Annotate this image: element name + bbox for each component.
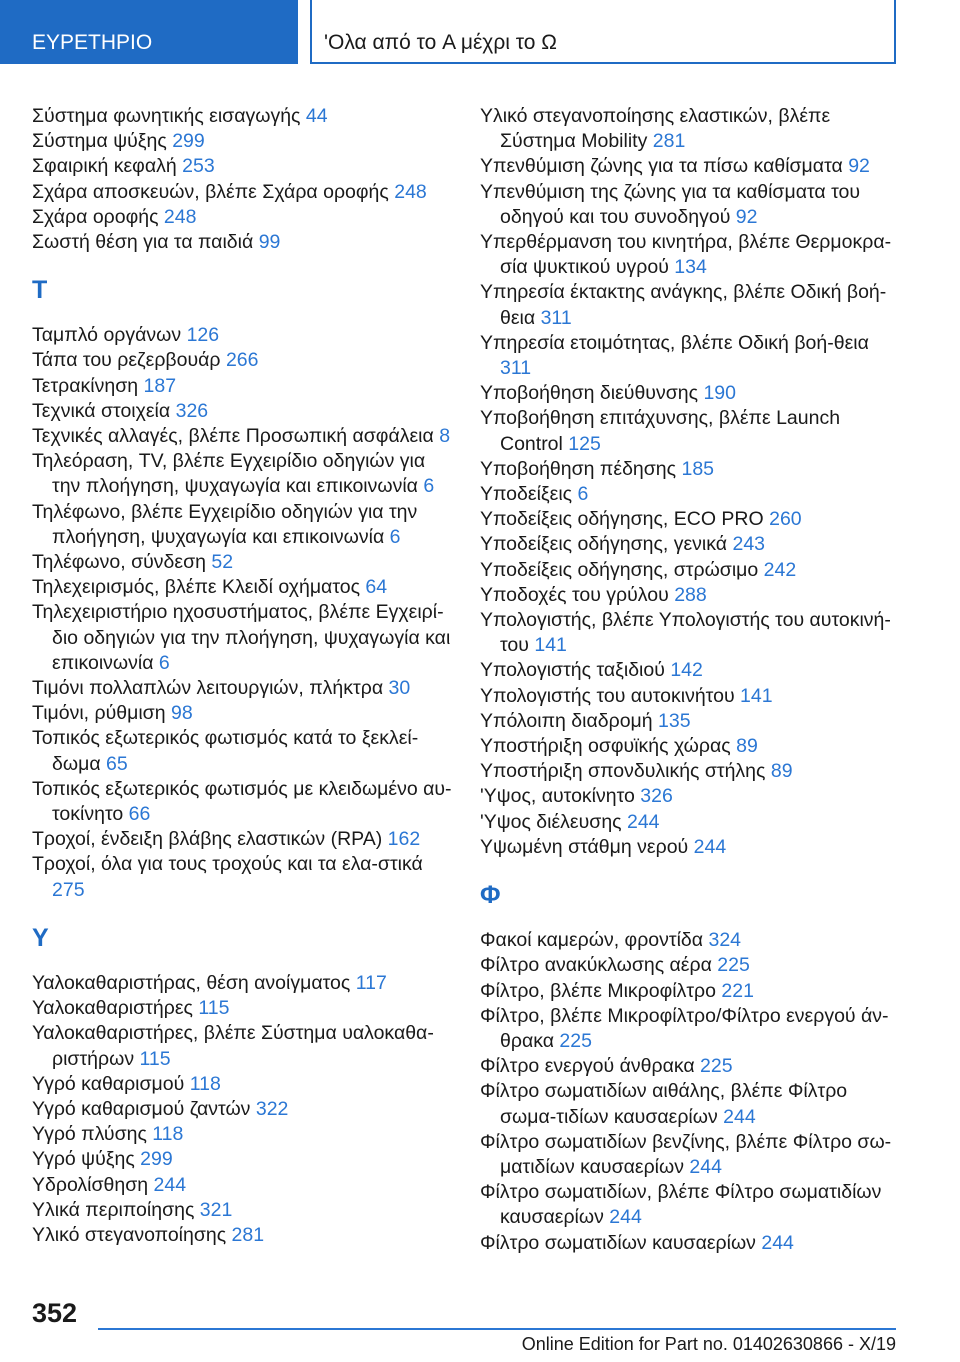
index-page-link[interactable]: 30 [388, 677, 411, 700]
index-page-link[interactable]: 326 [175, 399, 209, 422]
index-page-link[interactable]: 266 [225, 349, 259, 372]
index-page-link[interactable]: 92 [735, 205, 758, 228]
index-page-link[interactable]: 89 [736, 735, 758, 758]
index-page-link[interactable]: 225 [717, 954, 750, 977]
index-page-link[interactable]: 134 [674, 256, 707, 279]
index-entry [32, 129, 452, 154]
index-entry [480, 928, 900, 953]
index-entry-text: Υγρό καθαρισμού ζαντών [32, 1097, 251, 1120]
index-column-left [32, 104, 452, 1248]
index-page-link[interactable]: 244 [723, 1105, 756, 1128]
index-entry-text: 'Υψος διέλευσης [480, 810, 622, 833]
index-entry [480, 180, 900, 230]
index-entry [480, 280, 900, 330]
index-entry [480, 532, 900, 557]
index-entry-text: Υποδείξεις οδήγησης, ECO PRO [480, 508, 764, 531]
index-page-link[interactable]: 260 [769, 508, 802, 531]
section-tab: ΕΥΡΕΤΗΡΙΟ [0, 0, 298, 64]
index-entry-text: Υαλοκαθαριστήρες, βλέπε Σύστημα υαλοκαθα-ριστήρων [32, 1022, 434, 1070]
index-entry [480, 810, 900, 835]
index-entry [32, 852, 452, 902]
index-letter-heading: Τ [32, 276, 48, 305]
index-letter-heading: Υ [32, 923, 49, 952]
index-page-link[interactable]: 244 [609, 1206, 642, 1229]
index-entry [480, 507, 900, 532]
index-entry-text: Υγρό πλύσης [32, 1123, 147, 1146]
index-entry-text: Υπηρεσία έκτακτης ανάγκης, βλέπε Οδική βοή-θεια [480, 281, 887, 329]
index-page-link[interactable]: 253 [182, 155, 215, 178]
index-entry [32, 449, 452, 499]
index-entry [32, 1198, 452, 1223]
index-entry-text: Υποβοήθηση πέδησης [480, 457, 677, 480]
index-entry [480, 230, 900, 280]
index-entry-text: Φακοί καμερών, φροντίδα [480, 929, 704, 952]
index-entry [480, 583, 900, 608]
index-page-link[interactable]: 244 [761, 1231, 794, 1254]
index-entry-text: Υγρό καθαρισμού [32, 1072, 185, 1095]
index-entry-text: Υλικό στεγανοποίησης [32, 1223, 227, 1246]
index-page-link[interactable]: 243 [732, 533, 766, 556]
index-entry-text: Φίλτρο σωματιδίων βενζίνης, βλέπε Φίλτρο σω-ματιδίων καυσαερίων [480, 1130, 892, 1178]
index-entry-text: Τεχνικά στοιχεία [32, 399, 171, 422]
index-page-link[interactable]: 162 [387, 828, 421, 851]
index-entry-text: Υπολογιστής ταξιδιού [480, 659, 665, 682]
index-entry-text: Υποδείξεις οδήγησης, γενικά [480, 533, 728, 556]
index-entry-text: Σύστημα φωνητικής εισαγωγής [32, 105, 301, 127]
index-entry-text: Φίλτρο ενεργού άνθρακα [480, 1055, 695, 1078]
index-entry-text: Σωστή θέση για τα παιδιά [32, 231, 254, 254]
index-entry-text: Υγρό ψύξης [32, 1148, 135, 1171]
index-page-link[interactable]: 187 [143, 374, 177, 397]
index-page-link[interactable]: 248 [394, 180, 427, 203]
index-entry-text: Τιμόνι πολλαπλών λειτουργιών, πλήκτρα [32, 677, 384, 700]
index-entry-text: Ταμπλό οργάνων [32, 324, 182, 347]
index-entry-text: Υποστήριξη οσφυϊκής χώρας [480, 735, 731, 758]
index-entry [480, 406, 900, 456]
index-page-link[interactable]: 244 [153, 1173, 187, 1196]
index-entry [32, 1122, 452, 1147]
index-page-link[interactable]: 6 [423, 475, 435, 498]
index-entry [32, 1223, 452, 1248]
index-entry-text: Φίλτρο, βλέπε Μικροφίλτρο/Φίλτρο ενεργού άν-θρακα [480, 1004, 889, 1052]
index-entry [32, 154, 452, 179]
index-entry-text: Τεχνικές αλλαγές, βλέπε Προσωπική ασφάλεια [32, 425, 434, 448]
index-entry-text: Τετρακίνηση [32, 374, 139, 397]
index-entry-text: Υποβοήθηση διεύθυνσης [480, 382, 699, 405]
index-entry-text: Υπενθύμιση της ζώνης για τα καθίσματα του οδηγού και του συνοδηγού [480, 180, 861, 228]
index-entry-text: Τηλεόραση, TV, βλέπε Εγχειρίδιο οδηγιών για την πλοήγηση, ψυχαγωγία και επικοινωνία [32, 450, 426, 498]
index-entry-text: Υποβοήθηση επιτάχυνσης, βλέπε Launch Control [480, 407, 841, 455]
index-page-link[interactable]: 118 [152, 1123, 184, 1146]
index-page-link[interactable]: 244 [689, 1155, 722, 1178]
index-entry-text: 'Υψος, αυτοκίνητο [480, 785, 635, 808]
index-entry-text: Υαλοκαθαριστήρες [32, 997, 193, 1020]
index-entry [32, 726, 452, 776]
footer-divider [98, 1328, 896, 1330]
index-entry [480, 953, 900, 978]
index-entry [32, 676, 452, 701]
index-page-link[interactable]: 6 [389, 525, 401, 548]
index-entry [32, 701, 452, 726]
index-page-link[interactable]: 65 [106, 752, 128, 775]
index-page-link[interactable]: 6 [577, 483, 589, 506]
index-column-right [480, 104, 900, 1256]
index-entry [32, 374, 452, 399]
index-entry [32, 1097, 452, 1122]
index-entry [480, 784, 900, 809]
index-page-link[interactable]: 248 [163, 205, 197, 228]
index-entry-text: Τηλέφωνο, βλέπε Εγχειρίδιο οδηγιών για την πλοήγηση, ψυχαγωγία και επικοινωνία [32, 500, 418, 548]
index-entry [480, 658, 900, 683]
index-entry [32, 104, 452, 129]
page-number: 352 [32, 1298, 78, 1328]
index-entry-text: Υπερθέρμανση του κινητήρα, βλέπε Θερμοκρα-σία ψυκτικού υγρού [480, 231, 892, 279]
index-page-link[interactable]: 225 [700, 1055, 733, 1078]
index-entry [32, 500, 452, 550]
index-entry [480, 835, 900, 860]
index-page-link[interactable]: 99 [258, 231, 281, 254]
index-page-link[interactable]: 115 [139, 1047, 171, 1070]
index-entry-text: Σύστημα ψύξης [32, 130, 167, 153]
index-entry-text: Υποδοχές του γρύλου [480, 583, 669, 606]
index-page-link[interactable]: 135 [658, 709, 691, 732]
index-entry-text: Φίλτρο ανακύκλωσης αέρα [480, 954, 712, 977]
index-entry-text: Σχάρα οροφής [32, 205, 159, 228]
index-entry-text: Τηλέφωνο, σύνδεση [32, 551, 206, 574]
index-page-link[interactable]: 8 [439, 425, 451, 448]
index-entry [480, 482, 900, 507]
index-entry [480, 1079, 900, 1129]
index-entry [480, 734, 900, 759]
index-page-link[interactable]: 141 [534, 634, 567, 657]
index-entry [32, 348, 452, 373]
index-entry-text: Σχάρα αποσκευών, βλέπε Σχάρα οροφής [32, 180, 389, 203]
index-page-link[interactable]: 311 [540, 306, 572, 329]
index-page-link[interactable]: 64 [365, 576, 388, 599]
index-entry [32, 600, 452, 676]
index-entry [480, 558, 900, 583]
index-page-link[interactable]: 6 [158, 651, 170, 674]
header-subtitle: 'Ολα από το A μέχρι το Ω [310, 0, 896, 64]
index-page-link[interactable]: 115 [198, 997, 230, 1020]
index-entry-text: Υποδείξεις [480, 483, 573, 506]
index-page-link[interactable]: 324 [708, 929, 742, 952]
index-page-link[interactable]: 225 [559, 1029, 592, 1052]
index-entry-text: Υπολογιστής του αυτοκινήτου [480, 684, 735, 707]
index-page-link[interactable]: 44 [305, 105, 328, 127]
index-entry [480, 1130, 900, 1180]
index-page-link[interactable]: 221 [721, 979, 754, 1002]
index-page-link[interactable]: 92 [848, 155, 870, 178]
index-page-link[interactable]: 52 [211, 551, 234, 574]
index-entry [32, 399, 452, 424]
index-page-link[interactable]: 311 [500, 357, 532, 380]
index-page-link[interactable]: 125 [568, 432, 601, 455]
index-entry [480, 684, 900, 709]
index-page-link[interactable]: 275 [52, 878, 85, 901]
index-entry [32, 205, 452, 230]
index-entry-text: Τηλεχειριστήριο ηχοσυστήματος, βλέπε Εγχειρί-διο οδηγιών για την πλοήγηση, ψυχαγωγία και επικοινωνία [32, 601, 451, 674]
index-entry-text: Υπηρεσία ετοιμότητας, βλέπε Οδική βοή-θεια [480, 331, 869, 354]
index-page-link[interactable]: 98 [171, 702, 193, 725]
index-page-link[interactable]: 326 [640, 785, 673, 808]
index-entry [32, 323, 452, 348]
index-page-link[interactable]: 126 [186, 324, 220, 347]
index-entry [480, 608, 900, 658]
index-page-link[interactable]: 288 [674, 583, 707, 606]
footer-edition: Online Edition for Part no. 01402630866 - X/19 [521, 1334, 896, 1354]
index-entry [480, 381, 900, 406]
index-entry-text: Υπόλοιπη διαδρομή [480, 709, 653, 732]
index-entry-text: Υπενθύμιση ζώνης για τα πίσω καθίσματα [480, 155, 843, 178]
index-entry [32, 827, 452, 852]
index-entry [480, 1180, 900, 1230]
index-page-link[interactable]: 281 [231, 1223, 265, 1246]
index-entry [32, 424, 452, 449]
index-entry [32, 575, 452, 600]
index-page-link[interactable]: 244 [693, 835, 727, 858]
index-entry-text: Τιμόνι, ρύθμιση [32, 702, 166, 725]
index-entry [32, 971, 452, 996]
index-entry [480, 331, 900, 381]
index-entry [32, 1147, 452, 1172]
index-entry [32, 1173, 452, 1198]
index-entry-text: Υπολογιστής, βλέπε Υπολογιστής του αυτοκινή-του [480, 609, 891, 657]
index-entry [480, 1004, 900, 1054]
index-entry [32, 1072, 452, 1097]
index-entry [480, 1054, 900, 1079]
index-page-link[interactable]: 281 [652, 130, 686, 153]
index-entry [480, 979, 900, 1004]
index-entry [32, 180, 452, 205]
index-page-link[interactable]: 141 [740, 684, 773, 707]
index-letter-heading: Φ [480, 881, 501, 910]
index-page-link[interactable]: 185 [681, 457, 715, 480]
index-entry-text: Τροχοί, ένδειξη βλάβης ελαστικών (RPA) [32, 828, 383, 851]
index-entry [480, 709, 900, 734]
index-page-link[interactable]: 89 [770, 760, 793, 783]
index-page-link[interactable]: 299 [172, 130, 205, 153]
index-entry [480, 1231, 900, 1256]
index-page-link[interactable]: 321 [199, 1198, 233, 1221]
index-entry-text: Σφαιρική κεφαλή [32, 155, 177, 178]
index-entry-text: Τροχοί, όλα για τους τροχούς και τα ελα-στικά [32, 853, 423, 876]
index-page-link[interactable]: 190 [703, 382, 736, 405]
index-entry-text: Υλικά περιποίησης [32, 1198, 195, 1221]
index-entry [32, 1021, 452, 1071]
index-entry-text: Φίλτρο, βλέπε Μικροφίλτρο [480, 979, 716, 1002]
index-entry-text: Υποδείξεις οδήγησης, στρώσιμο [480, 558, 759, 581]
index-page-link[interactable]: 66 [128, 803, 151, 826]
index-entry-text: Υδρολίσθηση [32, 1173, 149, 1196]
index-page-link[interactable]: 117 [355, 971, 387, 994]
index-entry [480, 759, 900, 784]
index-entry [480, 154, 900, 179]
index-entry-text: Τηλεχειρισμός, βλέπε Κλειδί οχήματος [32, 576, 360, 599]
index-page-link[interactable]: 242 [763, 558, 797, 581]
index-page-link[interactable]: 322 [255, 1097, 289, 1120]
index-entry-text: Τοπικός εξωτερικός φωτισμός με κλειδωμένο αυ-τοκίνητο [32, 777, 452, 826]
index-entry [32, 777, 452, 827]
index-entry-text: Υποστήριξη σπονδυλικής στήλης [480, 760, 766, 783]
index-entry [480, 104, 900, 154]
index-entry [32, 550, 452, 575]
index-entry [32, 230, 452, 255]
index-entry [480, 457, 900, 482]
index-entry-text: Φίλτρο σωματιδίων, βλέπε Φίλτρο σωματιδίων καυσαερίων [480, 1181, 882, 1229]
index-entry-text: Φίλτρο σωματιδίων καυσαερίων [480, 1231, 756, 1254]
index-page-link[interactable]: 299 [140, 1148, 173, 1171]
index-page-link[interactable]: 244 [626, 810, 660, 833]
index-page-link[interactable]: 118 [189, 1072, 221, 1095]
index-page-link[interactable]: 142 [670, 659, 703, 682]
index-entry-text: Υαλοκαθαριστήρας, θέση ανοίγματος [32, 971, 351, 994]
index-entry-text: Φίλτρο σωματιδίων αιθάλης, βλέπε Φίλτρο σωμα-τιδίων καυσαερίων [480, 1080, 848, 1128]
index-entry-text: Υψωμένη στάθμη νερού [480, 835, 689, 858]
index-entry-text: Τοπικός εξωτερικός φωτισμός κατά το ξεκλεί-δωμα [32, 727, 419, 775]
index-entry-text: Υλικό στεγανοποίησης ελαστικών, βλέπε Σύστημα Mobility [480, 105, 831, 153]
index-entry [32, 996, 452, 1021]
index-entry-text: Τάπα του ρεζερβουάρ [32, 349, 221, 372]
